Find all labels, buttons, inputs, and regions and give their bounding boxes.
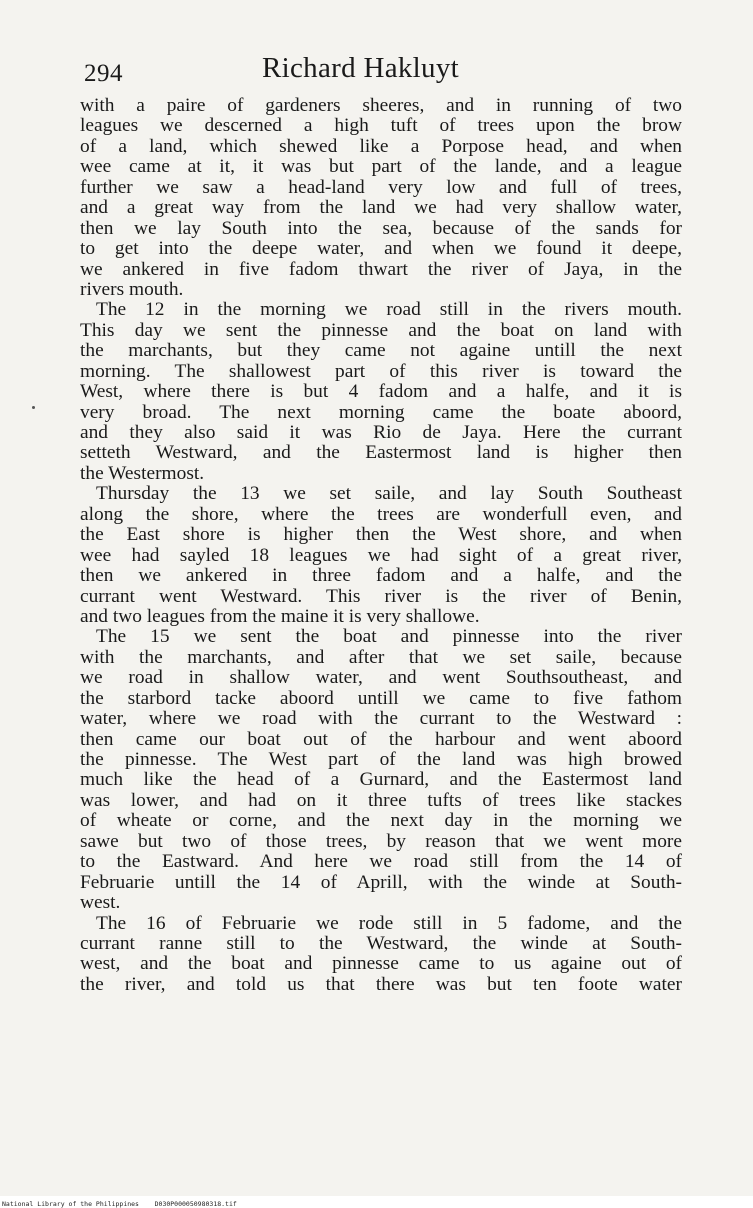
text-line: then we lay South into the sea, because of the sands for — [80, 217, 682, 239]
text-line: sawe but two of those trees, by reason that we went more — [80, 830, 682, 852]
text-line: then came our boat out of the harbour and went aboord — [80, 728, 682, 750]
text-line: rivers mouth. — [80, 278, 184, 300]
text-line: The 16 of Februarie we rode still in 5 fadome, and the — [96, 912, 682, 934]
text-line: we ankered in five fadom thwart the river of Jaya, in the — [80, 258, 682, 280]
text-line: and two leagues from the maine it is very shallowe. — [80, 605, 480, 627]
text-line: This day we sent the pinnesse and the boat on land with — [80, 319, 682, 341]
text-line: water, where we road with the currant to the Westward : — [80, 708, 682, 730]
text-line: setteth Westward, and the Eastermost land is higher then — [80, 442, 682, 464]
text-line: with the marchants, and after that we set saile, because — [80, 646, 682, 668]
text-line: we road in shallow water, and went Southsoutheast, and — [80, 667, 682, 689]
text-line: Thursday the 13 we set saile, and lay South Southeast — [96, 483, 682, 505]
text-line: the East shore is higher then the West shore, and when — [80, 524, 682, 546]
body-text — [80, 96, 682, 995]
text-line: and they also said it was Rio de Jaya. Here the currant — [80, 422, 682, 443]
text-line: morning. The shallowest part of this river is toward the — [80, 360, 682, 382]
text-line: to get into the deepe water, and when we found it deepe, — [80, 238, 682, 260]
text-line: with a paire of gardeners sheeres, and in running of two — [80, 95, 682, 116]
text-line: the starbord tacke aboord untill we came to five fathom — [80, 687, 682, 709]
text-line: of a land, which shewed like a Porpose head, and when — [80, 135, 682, 157]
text-line: the Westermost. — [80, 462, 205, 484]
text-line: west, and the boat and pinnesse came to us againe out of — [80, 953, 682, 975]
text-line: wee came at it, it was but part of the lande, and a league — [80, 156, 682, 178]
text-line: the pinnesse. The West part of the land was high browed — [80, 749, 682, 770]
text-line: currant ranne still to the Westward, the winde at South- — [80, 932, 682, 954]
text-line: west. — [80, 892, 121, 914]
text-line: was lower, and had on it three tufts of trees like stackes — [80, 789, 682, 811]
running-head: Richard Hakluyt — [262, 52, 459, 84]
text-line: The 12 in the morning we road still in the rivers mouth. — [96, 299, 682, 321]
page-header — [84, 50, 684, 94]
text-line: very broad. The next morning came the boate aboord, — [80, 401, 682, 423]
scan-footer-text: National Library of the Philippines D030P000050980318.tif — [2, 1200, 237, 1208]
text-line: much like the head of a Gurnard, and the Eastermost land — [80, 769, 682, 791]
page-number: 294 — [84, 60, 123, 87]
text-line: then we ankered in three fadom and a halfe, and the — [80, 565, 682, 587]
text-line: further we saw a head-land very low and full of trees, — [80, 176, 682, 198]
text-line: the river, and told us that there was but ten foote water — [80, 973, 682, 995]
text-line: and a great way from the land we had very shallow water, — [80, 197, 682, 219]
text-line: The 15 we sent the boat and pinnesse into the river — [96, 626, 682, 648]
text-line: Februarie untill the 14 of Aprill, with the winde at South- — [80, 871, 682, 893]
text-line: West, where there is but 4 fadom and a halfe, and it is — [80, 381, 682, 403]
margin-mark — [32, 406, 35, 409]
text-line: currant went Westward. This river is the river of Benin, — [80, 585, 682, 607]
text-line: leagues we descerned a high tuft of trees upon the brow — [80, 115, 682, 137]
text-line: wee had sayled 18 leagues we had sight of a great river, — [80, 544, 682, 566]
text-line: along the shore, where the trees are wonderfull even, and — [80, 503, 682, 525]
text-line: the marchants, but they came not againe untill the next — [80, 340, 682, 362]
text-line: of wheate or corne, and the next day in the morning we — [80, 810, 682, 832]
text-line: to the Eastward. And here we road still from the 14 of — [80, 851, 682, 873]
